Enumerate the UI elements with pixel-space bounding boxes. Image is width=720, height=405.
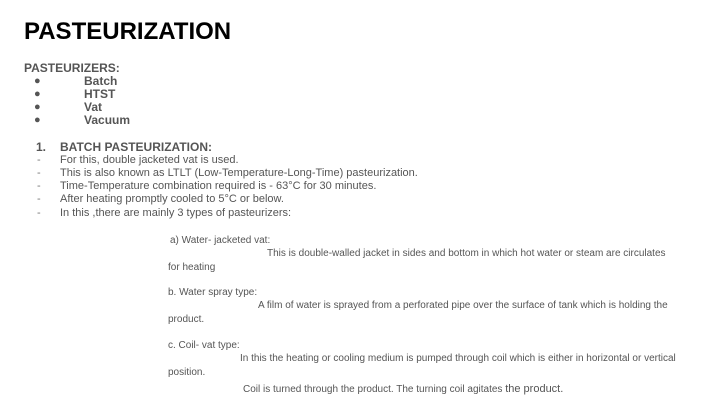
section-heading: BATCH PASTEURIZATION:	[60, 140, 212, 154]
list-item: Batch	[84, 74, 118, 88]
dash-marker: -	[37, 154, 41, 166]
bullet-icon: ●	[34, 88, 41, 100]
list-item: Vacuum	[84, 113, 131, 127]
type-description-part: the product.	[505, 383, 564, 395]
type-description: This is double-walled jacket in sides and bottom in which hot water or steam are circulates	[267, 248, 666, 259]
list-item: Vat	[84, 100, 103, 114]
list-item: This is also known as LTLT (Low-Temperature-Long-Time) pasteurization.	[60, 167, 418, 179]
type-description: A film of water is sprayed from a perforated pipe over the surface of tank which is holding the	[258, 300, 668, 311]
dash-marker: -	[37, 193, 41, 205]
type-heading: b. Water spray type:	[168, 287, 258, 298]
bullet-icon: ●	[34, 114, 41, 126]
pasteurizers-heading: PASTEURIZERS:	[24, 61, 120, 75]
type-heading: a) Water- jacketed vat:	[170, 235, 271, 246]
list-item: For this, double jacketed vat is used.	[60, 154, 239, 166]
list-item: After heating promptly cooled to 5°C or below.	[60, 193, 284, 205]
bullet-icon: ●	[34, 75, 41, 87]
type-heading: c. Coil- vat type:	[168, 340, 240, 351]
type-description-cont: position.	[168, 367, 206, 378]
list-item: HTST	[84, 87, 116, 101]
page-title: PASTEURIZATION	[24, 18, 232, 45]
type-description-part: Coil is turned through the product. The turning coil agitates	[243, 384, 506, 395]
type-description: In this the heating or cooling medium is pumped through coil which is either in horizontal or vertical	[240, 353, 676, 364]
dash-marker: -	[37, 207, 41, 219]
bullet-icon: ●	[34, 101, 41, 113]
type-description-cont: product.	[168, 314, 205, 325]
list-item: Time-Temperature combination required is - 63°C for 30 minutes.	[60, 180, 377, 192]
dash-marker: -	[37, 180, 41, 192]
section-number: 1.	[36, 140, 47, 154]
type-description-cont: for heating	[168, 262, 216, 273]
dash-marker: -	[37, 167, 41, 179]
type-description-extra	[243, 379, 563, 397]
list-item: In this ,there are mainly 3 types of pasteurizers:	[60, 207, 292, 219]
